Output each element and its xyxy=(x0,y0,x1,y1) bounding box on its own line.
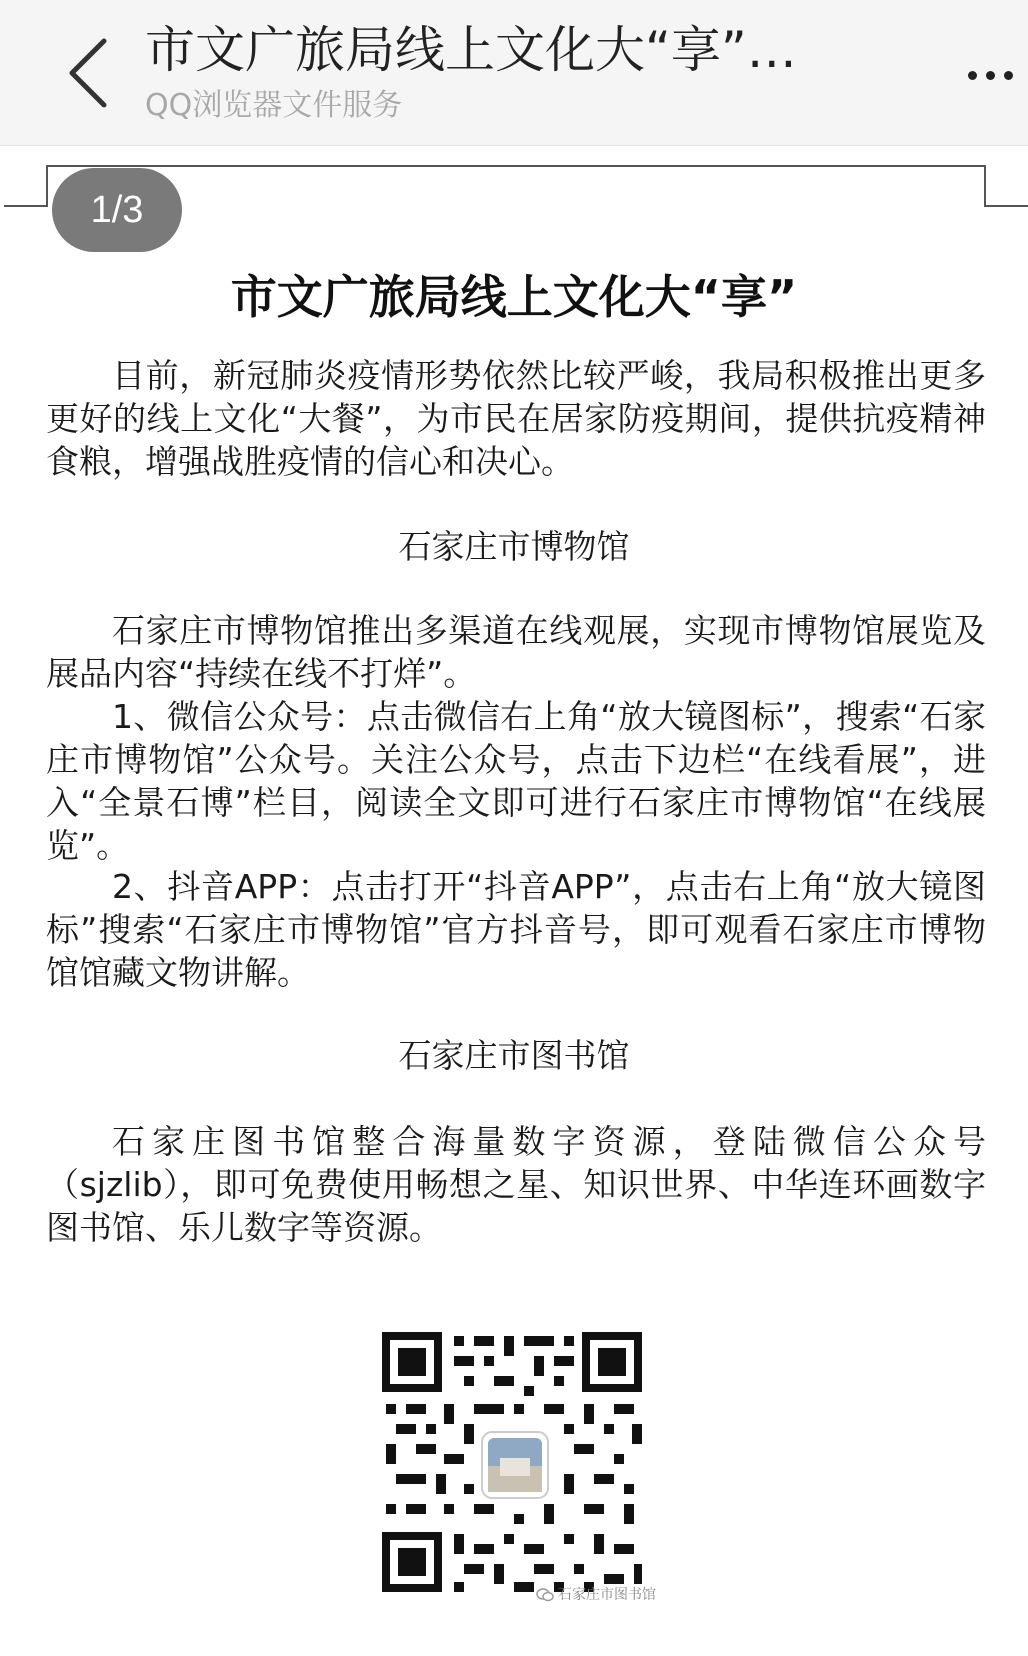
page-subtitle: QQ浏览器文件服务 xyxy=(145,88,403,123)
library-paragraph-1: 石家庄图书馆整合海量数字资源，登陆微信公众号（sjzlib），即可免费使用畅想之星、知识世界、中华连环画数字图书馆、乐儿数字等资源。 xyxy=(46,1122,986,1247)
qr-watermark xyxy=(536,1586,686,1604)
section-heading-library: 石家庄市图书馆 xyxy=(398,1036,630,1075)
chevron-left-icon xyxy=(66,37,110,109)
section-heading-museum: 石家庄市博物馆 xyxy=(398,527,630,566)
page-border xyxy=(46,165,48,207)
more-dot-icon xyxy=(986,71,995,80)
qr-code-graphic xyxy=(382,1332,652,1597)
page-border xyxy=(4,205,48,207)
more-dot-icon xyxy=(968,71,977,80)
back-button[interactable] xyxy=(48,28,128,118)
intro-paragraph: 目前，新冠肺炎疫情形势依然比较严峻，我局积极推出更多更好的线上文化“大餐”，为市民在居家防疫期间，提供抗疫精神食粮，增强战胜疫情的信心和决心。 xyxy=(46,356,986,481)
more-dot-icon xyxy=(1004,71,1013,80)
page-title: 市文广旅局线上文化大“享”… xyxy=(145,21,797,79)
top-navigation-bar xyxy=(0,0,1028,146)
wechat-icon xyxy=(536,1588,554,1602)
page-indicator-badge: 1/3 xyxy=(52,168,182,252)
more-options-button[interactable] xyxy=(955,55,1025,95)
page-border xyxy=(984,205,1028,207)
museum-paragraph-1: 石家庄市博物馆推出多渠道在线观展，实现市博物馆展览及展品内容“持续在线不打烊”。 xyxy=(46,611,986,693)
document-title: 市文广旅局线上文化大“享” xyxy=(230,270,798,324)
qr-caption-text: 石家庄市图书馆 xyxy=(558,1587,656,1603)
museum-paragraph-2: 1、微信公众号：点击微信右上角“放大镜图标”，搜索“石家庄市博物馆”公众号。关注公众号，点击下边栏“在线看展”，进入“全景石博”栏目，阅读全文即可进行石家庄市博物馆“在线展览”。 xyxy=(46,697,986,865)
page-border xyxy=(984,165,986,207)
museum-paragraph-3: 2、抖音APP：点击打开“抖音APP”，点击右上角“放大镜图标”搜索“石家庄市博物馆”官方抖音号，即可观看石家庄市博物馆馆藏文物讲解。 xyxy=(46,867,986,992)
page-border xyxy=(46,165,986,167)
qr-code-image xyxy=(382,1332,652,1597)
